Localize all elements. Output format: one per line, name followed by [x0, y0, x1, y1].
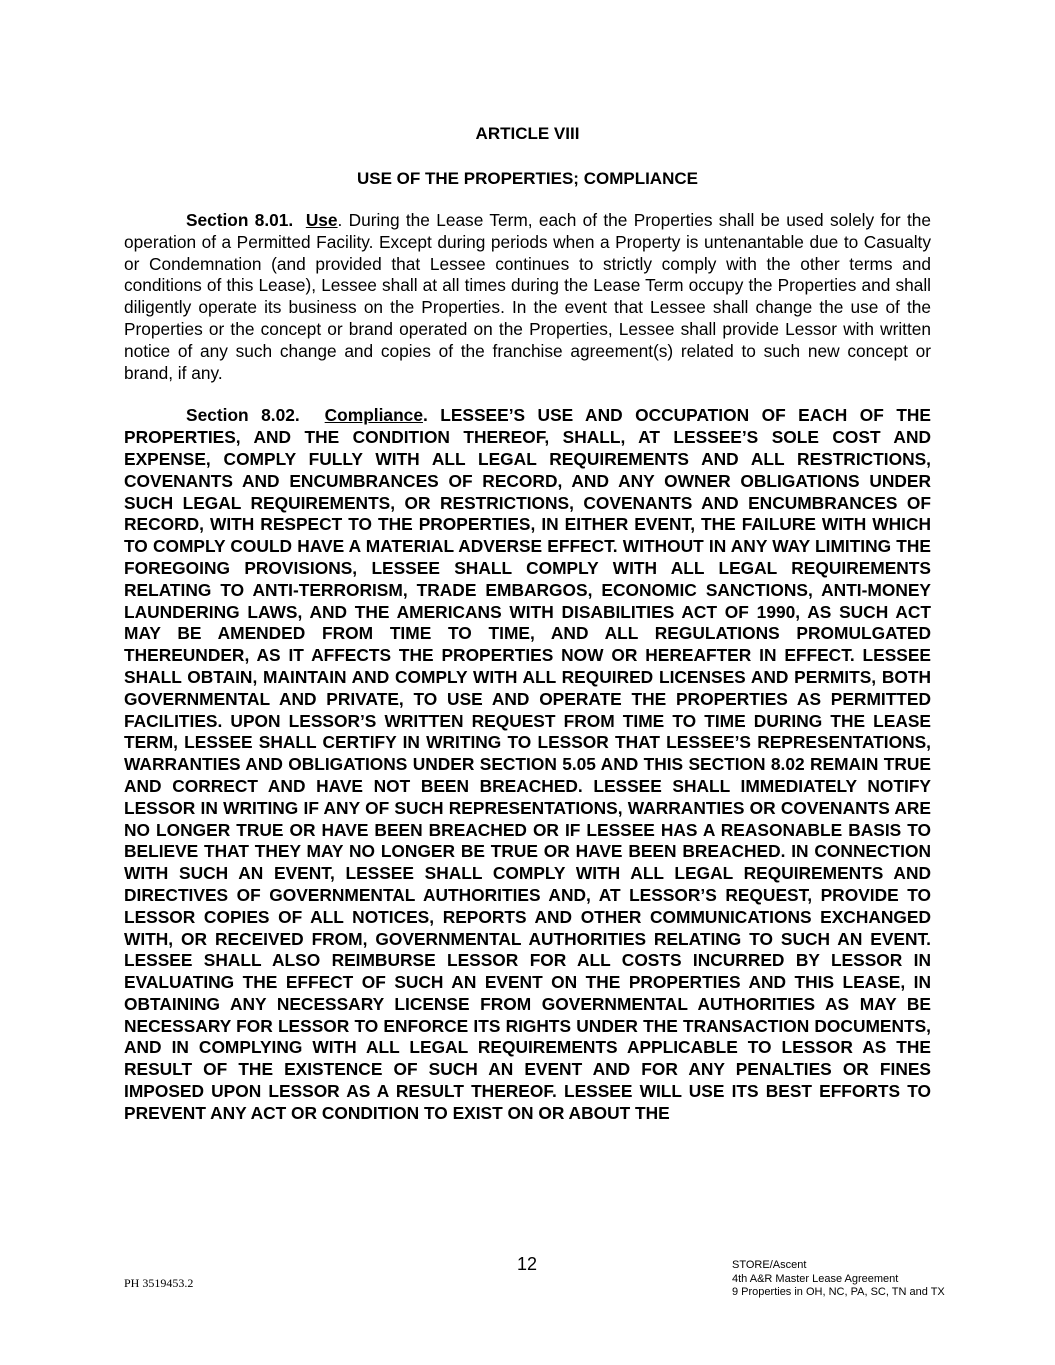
- page-body: [124, 123, 931, 1125]
- section-8-01: [124, 210, 931, 384]
- section-number: Section 8.02.: [186, 405, 300, 426]
- document-id: PH 3519453.2: [124, 1276, 194, 1290]
- section-number: Section 8.01.: [186, 210, 294, 230]
- section-name: Use: [305, 210, 338, 230]
- section-body: . LESSEE’S USE AND OCCUPATION OF EACH OF THE PROPERTIES, AND THE CONDITION THEREOF, SHALL, AT LESSEE’S SOLE COST AND EXPENSE, COMPLY FULLY WITH ALL LEGAL REQUIREMENTS AND ALL RESTRICTIONS, COVENANTS AND ENCUMBRANCES OF RECORD, AND ANY OWNER OBLIGATIONS UNDER SUCH LEGAL REQUIREMENTS, OR RESTRICTIONS, COVENANTS AND ENCUMBRANCES OF RECORD, WITH RESPECT TO THE PROPERTIES, IN EITHER EVENT, THE FAILURE WITH WHICH TO COMPLY COULD HAVE A MATERIAL ADVERSE EFFECT. WITHOUT IN ANY WAY LIMITING THE FOREGOING PROVISIONS, LESSEE SHALL COMPLY WITH ALL LEGAL REQUIREMENTS RELATING TO ANTI-TERRORISM, TRADE EMBARGOS, ECONOMIC SANCTIONS, ANTI-MONEY LAUNDERING LAWS, AND THE AMERICANS WITH DISABILITIES ACT OF 1990, AS SUCH ACT MAY BE AMENDED FROM TIME TO TIME, AND ALL REGULATIONS PROMULGATED THEREUNDER, AS IT AFFECTS THE PROPERTIES NOW OR HEREAFTER IN EFFECT. LESSEE SHALL OBTAIN, MAINTAIN AND COMPLY WITH ALL REQUIRED LICENSES AND PERMITS, BOTH GOVERNMENTAL AND PRIVATE, TO USE AND OPERATE THE PROPERTIES AS PERMITTED FACILITIES. UPON LESSOR’S WRITTEN REQUEST FROM TIME TO TIME DURING THE LEASE TERM, LESSEE SHALL CERTIFY IN WRITING TO LESSOR THAT LESSEE’S REPRESENTATIONS, WARRANTIES AND OBLIGATIONS UNDER SECTION 5.05 AND THIS SECTION 8.02 REMAIN TRUE AND CORRECT AND HAVE NOT BEEN BREACHED. LESSEE SHALL IMMEDIATELY NOTIFY LESSOR IN WRITING IF ANY OF SUCH REPRESENTATIONS, WARRANTIES OR COVENANTS ARE NO LONGER TRUE OR HAVE BEEN BREACHED OR IF LESSEE HAS A REASONABLE BASIS TO BELIEVE THAT THEY MAY NO LONGER BE TRUE OR HAVE BEEN BREACHED. IN CONNECTION WITH SUCH AN EVENT, LESSEE SHALL COMPLY WITH ALL LEGAL REQUIREMENTS AND DIRECTIVES OF GOVERNMENTAL AUTHORITIES AND, AT LESSOR’S REQUEST, PROVIDE TO LESSOR COPIES OF ALL NOTICES, REPORTS AND OTHER COMMUNICATIONS EXCHANGED WITH, OR RECEIVED FROM, GOVERNMENTAL AUTHORITIES RELATING TO SUCH AN EVENT. LESSEE SHALL ALSO REIMBURSE LESSOR FOR ALL COSTS INCURRED BY LESSOR IN EVALUATING THE EFFECT OF SUCH AN EVENT ON THE PROPERTIES AND THIS LEASE, IN OBTAINING ANY NECESSARY LICENSE FROM GOVERNMENTAL AUTHORITIES AS MAY BE NECESSARY FOR LESSOR TO ENFORCE ITS RIGHTS UNDER THE TRANSACTION DOCUMENTS, AND IN COMPLYING WITH ALL LEGAL REQUIREMENTS APPLICABLE TO LESSOR AS THE RESULT OF THE EXISTENCE OF SUCH AN EVENT AND FOR ANY PENALTIES OR FINES IMPOSED UPON LESSOR AS A RESULT THEREOF. LESSEE WILL USE ITS BEST EFFORTS TO PREVENT ANY ACT OR CONDITION TO EXIST ON OR ABOUT THE: [124, 405, 932, 1123]
- page-number: 12: [516, 1254, 538, 1274]
- section-8-02: [124, 405, 931, 1124]
- footer-line: 4th A&R Master Lease Agreement: [732, 1272, 899, 1285]
- article-title: USE OF THE PROPERTIES; COMPLIANCE: [357, 169, 698, 188]
- footer-reference: [732, 1259, 945, 1300]
- section-body: . During the Lease Term, each of the Properties shall be used solely for the operation of a Permitted Facility. Except during periods when a Property is untenantable due to Casualty or Condemnation (and provided that Lessee continues to strictly comply with the other terms and conditions of this Lease), Lessee shall at all times during the Lease Term occupy the Properties and shall diligently operate its business on the Properties. In the event that Lessee shall change the use of the Properties or the concept or brand operated on the Properties, Lessee shall provide Lessor with written notice of any such change and copies of the franchise agreement(s) related to such new concept or brand, if any.: [124, 210, 931, 383]
- footer-line: 9 Properties in OH, NC, PA, SC, TN and TX: [732, 1286, 945, 1298]
- footer-line: STORE/Ascent: [732, 1259, 807, 1271]
- article-heading: ARTICLE VIII: [475, 124, 580, 143]
- section-name: Compliance: [324, 405, 423, 426]
